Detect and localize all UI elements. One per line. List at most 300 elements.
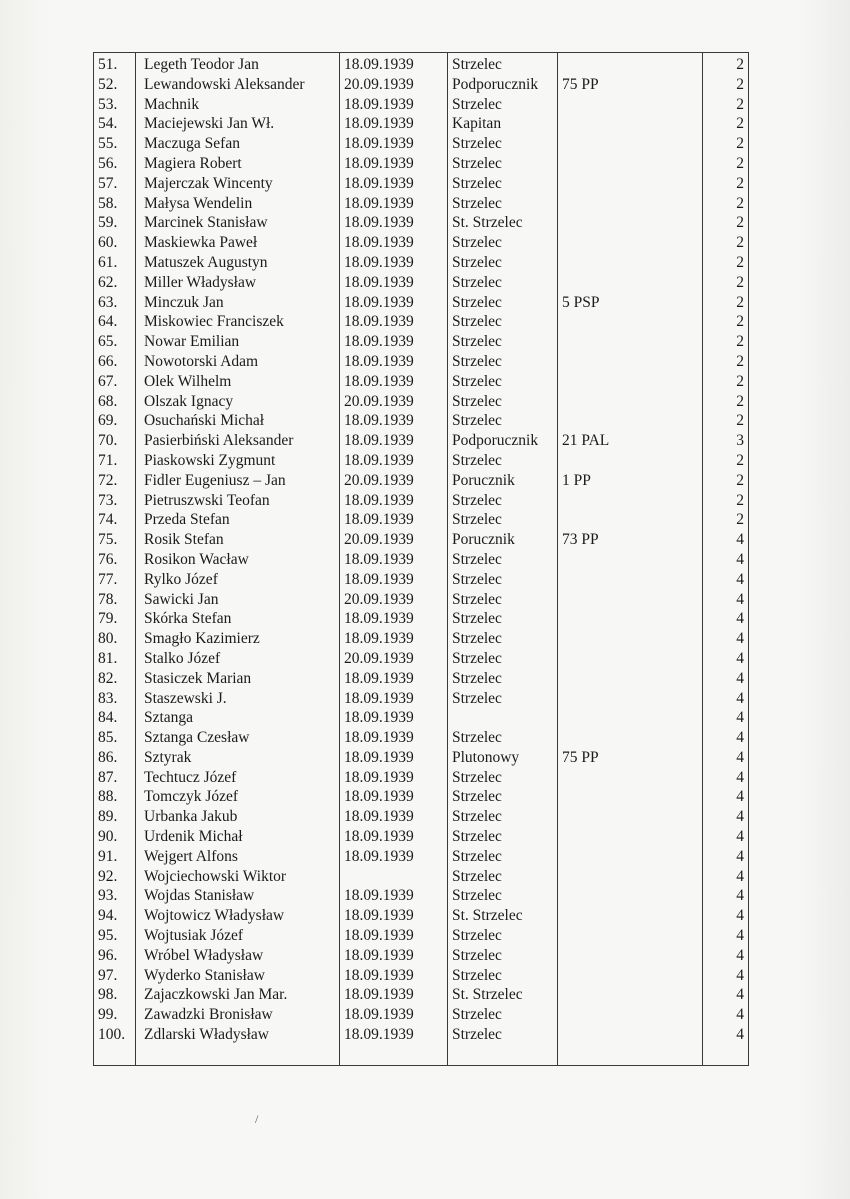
code-cell: 4	[736, 966, 744, 984]
code-cell: 2	[736, 95, 744, 113]
person-name: Osuchański Michał	[144, 412, 265, 430]
person-name: Stalko Józef	[144, 649, 221, 667]
person-name: Maczuga Sefan	[144, 135, 240, 153]
code-cell: 4	[736, 649, 744, 667]
person-name: Majerczak Wincenty	[144, 174, 273, 192]
rank-cell: Strzelec	[452, 511, 502, 529]
table-row	[94, 174, 750, 194]
date-cell: 18.09.1939	[344, 135, 414, 153]
row-number: 74.	[98, 511, 118, 529]
table-row	[94, 886, 750, 906]
person-name: Nowotorski Adam	[144, 352, 259, 370]
rank-cell: Strzelec	[452, 729, 502, 747]
table-row	[94, 629, 750, 649]
date-cell: 18.09.1939	[344, 432, 414, 450]
person-name: Wyderko Stanisław	[144, 966, 265, 984]
person-name: Sawicki Jan	[144, 590, 219, 608]
table-row	[94, 293, 750, 313]
row-number: 86.	[98, 748, 118, 766]
person-name: Pietruszwski Teofan	[144, 491, 270, 509]
table-row	[94, 55, 750, 75]
row-number: 89.	[98, 808, 118, 826]
rank-cell: Strzelec	[452, 550, 502, 568]
date-cell: 18.09.1939	[344, 887, 414, 905]
code-cell: 4	[736, 748, 744, 766]
code-cell: 4	[736, 887, 744, 905]
rank-cell: St. Strzelec	[452, 214, 523, 232]
person-name: Machnik	[144, 95, 200, 113]
row-number: 53.	[98, 95, 118, 113]
person-name: Małysa Wendelin	[144, 194, 253, 212]
date-cell: 18.09.1939	[344, 729, 414, 747]
table-row	[94, 689, 750, 709]
row-number: 55.	[98, 135, 118, 153]
code-cell: 4	[736, 669, 744, 687]
row-number: 97.	[98, 966, 118, 984]
person-name: Piaskowski Zygmunt	[144, 451, 276, 469]
rank-cell: Strzelec	[452, 966, 502, 984]
rank-cell: Strzelec	[452, 313, 502, 331]
table-row	[94, 609, 750, 629]
person-name: Stasiczek Marian	[144, 669, 252, 687]
row-number: 92.	[98, 867, 118, 885]
date-cell: 18.09.1939	[344, 828, 414, 846]
date-cell: 18.09.1939	[344, 333, 414, 351]
code-cell: 2	[736, 194, 744, 212]
table-row	[94, 1005, 750, 1025]
person-name: Pasierbiński Aleksander	[144, 432, 294, 450]
date-cell: 20.09.1939	[344, 649, 414, 667]
code-cell: 4	[736, 729, 744, 747]
date-cell: 18.09.1939	[344, 293, 414, 311]
table-row	[94, 233, 750, 253]
rank-cell: Strzelec	[452, 847, 502, 865]
rank-cell: Strzelec	[452, 946, 502, 964]
date-cell: 18.09.1939	[344, 313, 414, 331]
row-number: 90.	[98, 828, 118, 846]
rank-cell: Strzelec	[452, 392, 502, 410]
person-name: Rylko Józef	[144, 570, 218, 588]
rank-cell: St. Strzelec	[452, 986, 523, 1004]
date-cell: 18.09.1939	[344, 946, 414, 964]
row-number: 85.	[98, 729, 118, 747]
person-name: Techtucz Józef	[144, 768, 237, 786]
code-cell: 2	[736, 214, 744, 232]
row-number: 62.	[98, 273, 118, 291]
date-cell: 18.09.1939	[344, 927, 414, 945]
rank-cell: Strzelec	[452, 808, 502, 826]
person-name: Wojtusiak Józef	[144, 927, 244, 945]
code-cell: 4	[736, 768, 744, 786]
table-row	[94, 352, 750, 372]
rank-cell: Strzelec	[452, 372, 502, 390]
table-row	[94, 253, 750, 273]
code-cell: 4	[736, 946, 744, 964]
table-row	[94, 847, 750, 867]
rank-cell: Strzelec	[452, 610, 502, 628]
date-cell: 18.09.1939	[344, 352, 414, 370]
rank-cell: Strzelec	[452, 253, 502, 271]
table-body	[94, 55, 750, 1045]
person-name: Minczuk Jan	[144, 293, 224, 311]
table-row	[94, 966, 750, 986]
date-cell: 18.09.1939	[344, 610, 414, 628]
unit-cell: 21 PAL	[562, 432, 610, 450]
date-cell: 18.09.1939	[344, 669, 414, 687]
row-number: 73.	[98, 491, 118, 509]
row-number: 93.	[98, 887, 118, 905]
code-cell: 4	[736, 986, 744, 1004]
code-cell: 2	[736, 115, 744, 133]
rank-cell: Porucznik	[452, 471, 515, 489]
unit-cell: 75 PP	[562, 75, 599, 93]
row-number: 69.	[98, 412, 118, 430]
date-cell: 18.09.1939	[344, 986, 414, 1004]
row-number: 100.	[98, 1026, 126, 1044]
table-row	[94, 787, 750, 807]
person-name: Sztanga	[144, 709, 194, 727]
person-name: Wróbel Władysław	[144, 946, 264, 964]
row-number: 64.	[98, 313, 118, 331]
person-name: Smagło Kazimierz	[144, 630, 260, 648]
code-cell: 4	[736, 907, 744, 925]
rank-cell: Strzelec	[452, 174, 502, 192]
person-name: Zawadzki Bronisław	[144, 1006, 273, 1024]
row-number: 80.	[98, 630, 118, 648]
table-row	[94, 154, 750, 174]
rank-cell: Strzelec	[452, 768, 502, 786]
row-number: 84.	[98, 709, 118, 727]
person-name: Maskiewka Paweł	[144, 234, 258, 252]
person-name: Wojtowicz Władysław	[144, 907, 285, 925]
table-row	[94, 1025, 750, 1045]
row-number: 57.	[98, 174, 118, 192]
rank-cell: Porucznik	[452, 531, 515, 549]
rank-cell: Strzelec	[452, 451, 502, 469]
date-cell: 18.09.1939	[344, 194, 414, 212]
code-cell: 4	[736, 808, 744, 826]
rank-cell: Strzelec	[452, 590, 502, 608]
code-cell: 4	[736, 1026, 744, 1044]
table-row	[94, 95, 750, 115]
table-row	[94, 510, 750, 530]
rank-cell: Podporucznik	[452, 75, 539, 93]
code-cell: 4	[736, 709, 744, 727]
person-name: Zdlarski Władysław	[144, 1026, 269, 1044]
code-cell: 4	[736, 590, 744, 608]
table-row	[94, 807, 750, 827]
rank-cell: Strzelec	[452, 234, 502, 252]
date-cell: 20.09.1939	[344, 590, 414, 608]
date-cell: 20.09.1939	[344, 392, 414, 410]
unit-cell: 5 PSP	[562, 293, 600, 311]
rank-cell: Strzelec	[452, 867, 502, 885]
rank-cell: Strzelec	[452, 293, 502, 311]
rank-cell: Podporucznik	[452, 432, 539, 450]
footer-mark: /	[255, 1112, 259, 1126]
person-name: Wojdas Stanisław	[144, 887, 255, 905]
code-cell: 2	[736, 174, 744, 192]
rank-cell: Strzelec	[452, 630, 502, 648]
date-cell: 18.09.1939	[344, 630, 414, 648]
code-cell: 2	[736, 451, 744, 469]
code-cell: 2	[736, 511, 744, 529]
table-row	[94, 312, 750, 332]
unit-cell: 1 PP	[562, 471, 591, 489]
date-cell: 18.09.1939	[344, 511, 414, 529]
table-row	[94, 392, 750, 412]
table-row	[94, 550, 750, 570]
row-number: 61.	[98, 253, 118, 271]
code-cell: 4	[736, 689, 744, 707]
date-cell: 18.09.1939	[344, 451, 414, 469]
table-row	[94, 471, 750, 491]
row-number: 79.	[98, 610, 118, 628]
rank-cell: Strzelec	[452, 95, 502, 113]
person-name: Przeda Stefan	[144, 511, 230, 529]
rank-cell: Strzelec	[452, 689, 502, 707]
code-cell: 2	[736, 234, 744, 252]
row-number: 83.	[98, 689, 118, 707]
person-name: Tomczyk Józef	[144, 788, 239, 806]
table-row	[94, 194, 750, 214]
row-number: 95.	[98, 927, 118, 945]
table-row	[94, 867, 750, 887]
rank-cell: Strzelec	[452, 788, 502, 806]
rank-cell: Strzelec	[452, 56, 502, 73]
person-name: Wojciechowski Wiktor	[144, 867, 287, 885]
row-number: 67.	[98, 372, 118, 390]
date-cell: 20.09.1939	[344, 75, 414, 93]
code-cell: 2	[736, 273, 744, 291]
row-number: 65.	[98, 333, 118, 351]
rank-cell: Strzelec	[452, 649, 502, 667]
date-cell: 20.09.1939	[344, 471, 414, 489]
date-cell: 18.09.1939	[344, 234, 414, 252]
table-row	[94, 273, 750, 293]
person-name: Matuszek Augustyn	[144, 253, 268, 271]
date-cell: 18.09.1939	[344, 1026, 414, 1044]
table-row	[94, 708, 750, 728]
row-number: 98.	[98, 986, 118, 1004]
table-row	[94, 372, 750, 392]
person-name: Zajaczkowski Jan Mar.	[144, 986, 288, 1004]
row-number: 60.	[98, 234, 118, 252]
date-cell: 18.09.1939	[344, 491, 414, 509]
date-cell: 18.09.1939	[344, 253, 414, 271]
code-cell: 4	[736, 867, 744, 885]
table-row	[94, 570, 750, 590]
date-cell: 18.09.1939	[344, 273, 414, 291]
row-number: 78.	[98, 590, 118, 608]
date-cell: 18.09.1939	[344, 966, 414, 984]
code-cell: 2	[736, 56, 744, 73]
table-row	[94, 669, 750, 689]
table-row	[94, 985, 750, 1005]
rank-cell: Strzelec	[452, 927, 502, 945]
rank-cell: Strzelec	[452, 352, 502, 370]
table-row	[94, 75, 750, 95]
row-number: 66.	[98, 352, 118, 370]
person-name: Urbanka Jakub	[144, 808, 238, 826]
unit-cell: 75 PP	[562, 748, 599, 766]
person-name: Skórka Stefan	[144, 610, 232, 628]
code-cell: 2	[736, 313, 744, 331]
row-number: 99.	[98, 1006, 118, 1024]
date-cell: 18.09.1939	[344, 847, 414, 865]
row-number: 77.	[98, 570, 118, 588]
table-row	[94, 530, 750, 550]
table-row	[94, 649, 750, 669]
person-name: Sztanga Czesław	[144, 729, 250, 747]
code-cell: 4	[736, 610, 744, 628]
code-cell: 2	[736, 392, 744, 410]
date-cell: 18.09.1939	[344, 768, 414, 786]
row-number: 54.	[98, 115, 118, 133]
code-cell: 4	[736, 1006, 744, 1024]
rank-cell: St. Strzelec	[452, 907, 523, 925]
rank-cell: Strzelec	[452, 333, 502, 351]
person-name: Legeth Teodor Jan	[144, 56, 259, 73]
row-number: 96.	[98, 946, 118, 964]
unit-cell: 73 PP	[562, 531, 599, 549]
row-number: 87.	[98, 768, 118, 786]
rank-cell: Strzelec	[452, 273, 502, 291]
table-row	[94, 768, 750, 788]
date-cell: 18.09.1939	[344, 372, 414, 390]
code-cell: 4	[736, 630, 744, 648]
person-name: Rosik Stefan	[144, 531, 224, 549]
table-row	[94, 332, 750, 352]
row-number: 68.	[98, 392, 118, 410]
row-number: 56.	[98, 154, 118, 172]
rank-cell: Strzelec	[452, 412, 502, 430]
rank-cell: Kapitan	[452, 115, 502, 133]
code-cell: 2	[736, 333, 744, 351]
person-name: Fidler Eugeniusz – Jan	[144, 471, 286, 489]
person-name: Wejgert Alfons	[144, 847, 238, 865]
date-cell: 18.09.1939	[344, 570, 414, 588]
person-name: Staszewski J.	[144, 689, 227, 707]
code-cell: 4	[736, 788, 744, 806]
code-cell: 2	[736, 135, 744, 153]
date-cell: 18.09.1939	[344, 709, 414, 727]
rank-cell: Strzelec	[452, 570, 502, 588]
table-row	[94, 946, 750, 966]
date-cell: 18.09.1939	[344, 689, 414, 707]
date-cell: 20.09.1939	[344, 531, 414, 549]
table-row	[94, 590, 750, 610]
table-row	[94, 906, 750, 926]
code-cell: 4	[736, 847, 744, 865]
code-cell: 2	[736, 154, 744, 172]
date-cell: 18.09.1939	[344, 1006, 414, 1024]
table-row	[94, 491, 750, 511]
row-number: 58.	[98, 194, 118, 212]
code-cell: 4	[736, 828, 744, 846]
row-number: 52.	[98, 75, 118, 93]
rank-cell: Strzelec	[452, 887, 502, 905]
row-number: 70.	[98, 432, 118, 450]
table-row	[94, 134, 750, 154]
row-number: 82.	[98, 669, 118, 687]
row-number: 75.	[98, 531, 118, 549]
code-cell: 2	[736, 471, 744, 489]
rank-cell: Strzelec	[452, 194, 502, 212]
person-name: Olek Wilhelm	[144, 372, 232, 390]
person-name: Urdenik Michał	[144, 828, 243, 846]
row-number: 71.	[98, 451, 118, 469]
person-name: Lewandowski Aleksander	[144, 75, 305, 93]
rank-cell: Strzelec	[452, 828, 502, 846]
date-cell: 18.09.1939	[344, 550, 414, 568]
code-cell: 2	[736, 75, 744, 93]
code-cell: 2	[736, 253, 744, 271]
code-cell: 4	[736, 531, 744, 549]
table-row	[94, 748, 750, 768]
row-number: 91.	[98, 847, 118, 865]
code-cell: 3	[736, 432, 744, 450]
date-cell: 18.09.1939	[344, 56, 414, 73]
rank-cell: Strzelec	[452, 154, 502, 172]
rank-cell: Strzelec	[452, 669, 502, 687]
person-name: Sztyrak	[144, 748, 192, 766]
rank-cell: Strzelec	[452, 135, 502, 153]
table-row	[94, 431, 750, 451]
names-table	[93, 52, 749, 1066]
row-number: 94.	[98, 907, 118, 925]
table-row	[94, 926, 750, 946]
row-number: 76.	[98, 550, 118, 568]
person-name: Miller Władysław	[144, 273, 257, 291]
date-cell: 18.09.1939	[344, 115, 414, 133]
code-cell: 4	[736, 927, 744, 945]
row-number: 88.	[98, 788, 118, 806]
date-cell: 18.09.1939	[344, 412, 414, 430]
code-cell: 2	[736, 491, 744, 509]
person-name: Maciejewski Jan Wł.	[144, 115, 275, 133]
code-cell: 2	[736, 352, 744, 370]
code-cell: 4	[736, 570, 744, 588]
row-number: 59.	[98, 214, 118, 232]
row-number: 81.	[98, 649, 118, 667]
person-name: Olszak Ignacy	[144, 392, 234, 410]
rank-cell: Plutonowy	[452, 748, 520, 766]
person-name: Marcinek Stanisław	[144, 214, 268, 232]
table-row	[94, 728, 750, 748]
person-name: Miskowiec Franciszek	[144, 313, 284, 331]
code-cell: 2	[736, 372, 744, 390]
date-cell: 18.09.1939	[344, 214, 414, 232]
person-name: Rosikon Wacław	[144, 550, 249, 568]
date-cell: 18.09.1939	[344, 174, 414, 192]
code-cell: 2	[736, 293, 744, 311]
rank-cell: Strzelec	[452, 491, 502, 509]
code-cell: 4	[736, 550, 744, 568]
date-cell: 18.09.1939	[344, 154, 414, 172]
date-cell: 18.09.1939	[344, 808, 414, 826]
row-number: 63.	[98, 293, 118, 311]
rank-cell: Strzelec	[452, 1026, 502, 1044]
date-cell: 18.09.1939	[344, 788, 414, 806]
date-cell: 18.09.1939	[344, 748, 414, 766]
table-row	[94, 411, 750, 431]
person-name: Magiera Robert	[144, 154, 242, 172]
table-row	[94, 114, 750, 134]
date-cell: 18.09.1939	[344, 95, 414, 113]
rank-cell: Strzelec	[452, 1006, 502, 1024]
row-number: 51.	[98, 56, 118, 73]
